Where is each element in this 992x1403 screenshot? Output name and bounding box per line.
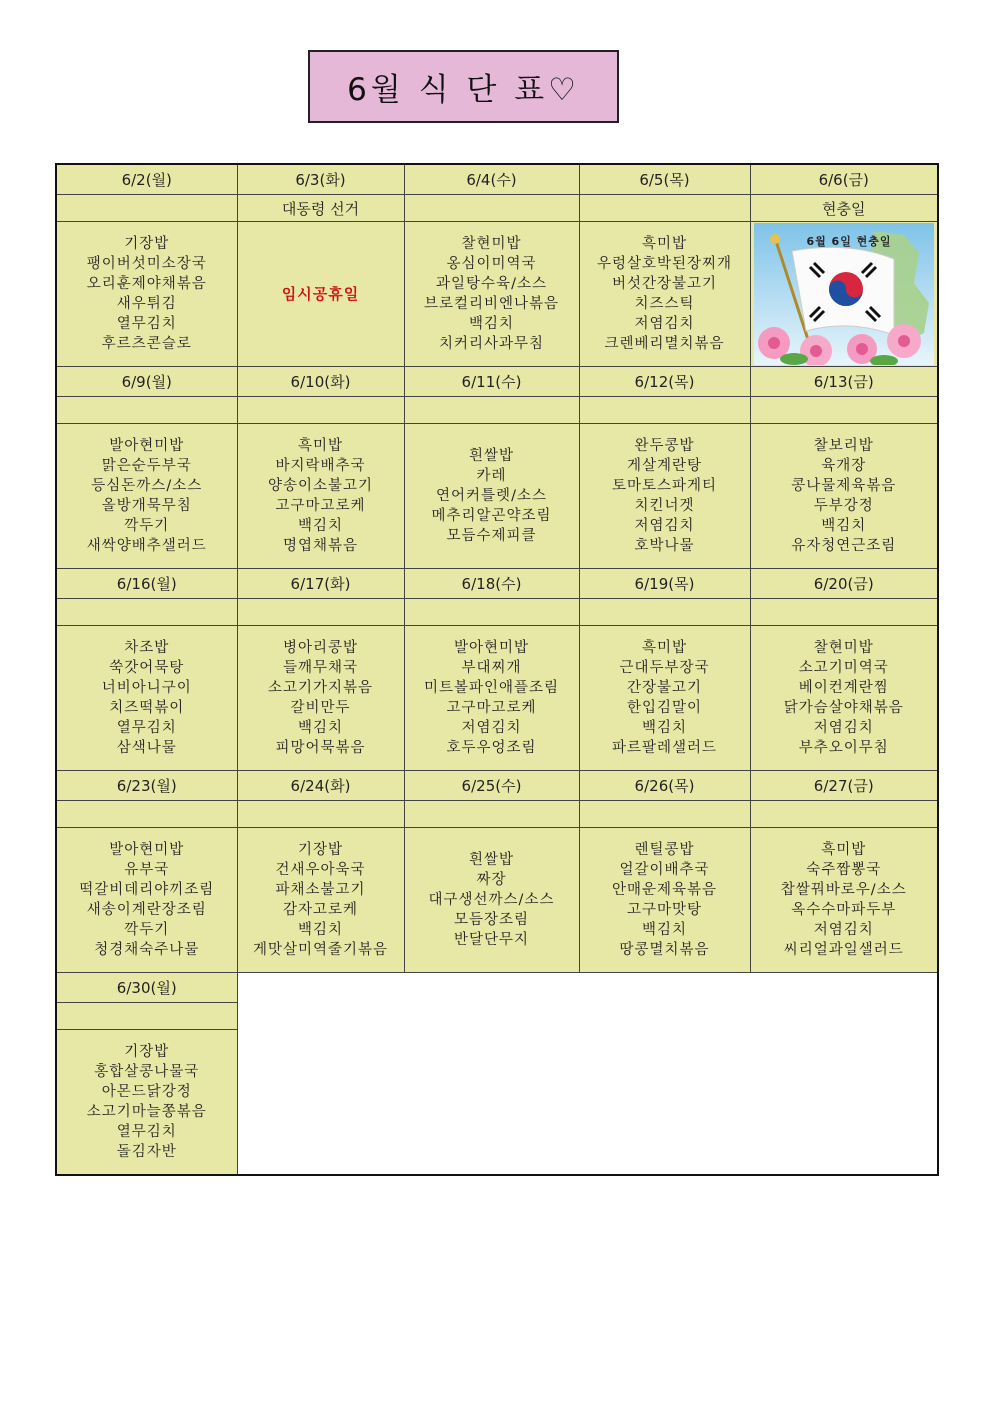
menu-item: 흑미밥	[641, 236, 688, 252]
menu-row	[56, 424, 938, 569]
menu-item: 육개장	[821, 458, 867, 474]
menu-item: 모듬장조림	[453, 912, 530, 928]
day-menu	[579, 222, 750, 367]
menu-item: 베이컨계란찜	[798, 680, 889, 696]
day-date: 6/16(월)	[56, 569, 237, 599]
day-date: 6/9(월)	[56, 367, 237, 397]
menu-item: 열무김치	[116, 316, 177, 332]
menu-item: 흑미밥	[641, 640, 688, 656]
day-date: 6/30(월)	[56, 973, 237, 1003]
menu-item: 옥수수마파두부	[791, 902, 897, 918]
day-date: 6/18(수)	[404, 569, 579, 599]
day-note	[750, 397, 938, 424]
day-note	[404, 801, 579, 828]
menu-item: 오리훈제야채볶음	[86, 276, 207, 292]
menu-item: 흑미밥	[297, 438, 344, 454]
note-row	[56, 195, 938, 222]
menu-item: 돌김자반	[116, 1144, 177, 1160]
menu-item: 얼갈이배추국	[619, 862, 710, 878]
menu-item: 옹심이미역국	[446, 256, 537, 272]
menu-item: 모듬수제피클	[446, 528, 537, 544]
day-note	[579, 195, 750, 222]
menu-item: 소고기마늘쫑볶음	[86, 1104, 207, 1120]
menu-item: 발아현미밥	[109, 842, 185, 858]
menu-item: 완두콩밥	[634, 438, 695, 454]
menu-item: 발아현미밥	[453, 640, 530, 656]
menu-item: 발아현미밥	[109, 438, 185, 454]
day-menu	[404, 222, 579, 367]
menu-item: 찰현미밥	[813, 640, 874, 656]
menu-item: 백김치	[297, 922, 344, 938]
menu-item: 너비아니구이	[101, 680, 192, 696]
note-row	[56, 599, 938, 626]
menu-item: 미트볼파인애플조림	[423, 680, 560, 696]
day-note	[56, 195, 237, 222]
menu-item: 들깨무채국	[282, 660, 359, 676]
day-menu	[56, 1030, 237, 1176]
day-note	[750, 599, 938, 626]
menu-item: 유자청연근조림	[791, 538, 897, 554]
menu-item: 새우튀김	[116, 296, 177, 312]
menu-item: 새싹양배추샐러드	[86, 538, 207, 554]
day-note	[237, 599, 404, 626]
day-menu	[237, 828, 404, 973]
day-date: 6/6(금)	[750, 164, 938, 195]
menu-item: 부추오이무침	[798, 740, 889, 756]
menu-item: 호박나물	[634, 538, 695, 554]
menu-item: 병아리콩밥	[282, 640, 359, 656]
menu-item: 대구생선까스/소스	[428, 892, 555, 908]
menu-item: 찹쌀꿔바로우/소스	[780, 882, 907, 898]
menu-item: 흰쌀밥	[468, 448, 515, 464]
menu-item: 홍합살콩나물국	[94, 1064, 200, 1080]
menu-item: 백김치	[297, 720, 344, 736]
menu-item: 기장밥	[124, 236, 170, 252]
menu-item: 고구마고로케	[275, 498, 366, 514]
day-note	[237, 801, 404, 828]
menu-item: 브로컬리비엔나볶음	[423, 296, 560, 312]
menu-item: 부대찌개	[461, 660, 522, 676]
menu-item: 떡갈비데리야끼조림	[79, 882, 215, 898]
note-row	[56, 397, 938, 424]
menu-row	[56, 828, 938, 973]
day-date: 6/25(수)	[404, 771, 579, 801]
menu-item: 파채소불고기	[275, 882, 366, 898]
day-menu	[579, 424, 750, 569]
day-date: 6/2(월)	[56, 164, 237, 195]
menu-item: 기장밥	[124, 1044, 170, 1060]
menu-item: 아몬드닭강정	[101, 1084, 192, 1100]
menu-item: 열무김치	[116, 720, 177, 736]
menu-item: 우렁살호박된장찌개	[596, 256, 733, 272]
day-note	[56, 1003, 237, 1030]
day-note: 대동령 선거	[237, 195, 404, 222]
menu-item: 백김치	[821, 518, 867, 534]
menu-item: 백김치	[297, 518, 344, 534]
day-menu	[56, 828, 237, 973]
day-note	[56, 801, 237, 828]
day-date: 6/10(화)	[237, 367, 404, 397]
day-note	[237, 397, 404, 424]
menu-row	[56, 222, 938, 367]
menu-item: 짜장	[476, 872, 507, 888]
holiday-label: 임시공휴일	[281, 284, 360, 303]
menu-item: 반달단무지	[453, 932, 530, 948]
day-date: 6/17(화)	[237, 569, 404, 599]
menu-item: 백김치	[641, 720, 688, 736]
menu-item: 후르츠콘슬로	[101, 336, 192, 352]
menu-item: 저염김치	[634, 316, 695, 332]
menu-item: 저염김치	[813, 720, 874, 736]
day-menu	[56, 424, 237, 569]
day-menu	[750, 222, 938, 367]
menu-item: 감자고로케	[282, 902, 359, 918]
menu-item: 근대두부장국	[619, 660, 710, 676]
menu-item: 기장밥	[297, 842, 344, 858]
menu-item: 토마토스파게티	[611, 478, 718, 494]
day-note	[579, 397, 750, 424]
menu-item: 치즈스틱	[634, 296, 695, 312]
day-date: 6/3(화)	[237, 164, 404, 195]
menu-item: 과일탕수육/소스	[436, 276, 547, 292]
menu-item: 치킨너겟	[634, 498, 695, 514]
menu-item: 명엽채볶음	[282, 538, 359, 554]
menu-item: 콩나물제육볶음	[791, 478, 897, 494]
page-title: 6월 식 단 표♡	[308, 50, 619, 123]
menu-item: 치즈떡볶이	[109, 700, 185, 716]
menu-item: 찰현미밥	[461, 236, 522, 252]
day-note	[750, 801, 938, 828]
menu-item: 연어커틀렛/소스	[436, 488, 547, 504]
date-row	[56, 367, 938, 397]
day-date: 6/24(화)	[237, 771, 404, 801]
menu-item: 고구마고로케	[446, 700, 537, 716]
day-note	[404, 599, 579, 626]
day-menu	[750, 626, 938, 771]
day-date: 6/5(목)	[579, 164, 750, 195]
menu-item: 흑미밥	[821, 842, 867, 858]
day-menu	[404, 828, 579, 973]
menu-item: 올방개묵무침	[101, 498, 192, 514]
menu-item: 씨리얼과일샐러드	[783, 942, 904, 958]
meal-calendar	[55, 163, 939, 1176]
menu-item: 유부국	[124, 862, 170, 878]
menu-item: 건새우아욱국	[275, 862, 366, 878]
menu-item: 피망어묵볶음	[275, 740, 366, 756]
menu-item: 숙주짬뽕국	[806, 862, 882, 878]
day-date: 6/23(월)	[56, 771, 237, 801]
menu-item: 메추리알곤약조림	[431, 508, 552, 524]
menu-item: 땅콩멸치볶음	[619, 942, 710, 958]
menu-item: 흰쌀밥	[468, 852, 515, 868]
menu-item: 깍두기	[124, 518, 170, 534]
day-note	[579, 801, 750, 828]
menu-item: 렌틸콩밥	[634, 842, 695, 858]
day-menu	[750, 828, 938, 973]
menu-item: 한입김말이	[626, 700, 703, 716]
menu-item: 등심돈까스/소스	[91, 478, 203, 494]
date-row	[56, 771, 938, 801]
day-date: 6/13(금)	[750, 367, 938, 397]
day-menu	[237, 222, 404, 367]
menu-item: 깍두기	[124, 922, 170, 938]
day-menu	[404, 424, 579, 569]
day-date: 6/19(목)	[579, 569, 750, 599]
menu-item: 두부강정	[813, 498, 874, 514]
menu-item: 파르팔레샐러드	[611, 740, 718, 756]
menu-item: 바지락배추국	[275, 458, 366, 474]
day-date: 6/11(수)	[404, 367, 579, 397]
menu-item: 열무김치	[116, 1124, 177, 1140]
menu-item: 차조밥	[124, 640, 170, 656]
menu-row	[56, 626, 938, 771]
menu-item: 카레	[476, 468, 507, 484]
day-menu	[56, 222, 237, 367]
menu-item: 소고기가지볶음	[267, 680, 374, 696]
day-menu	[579, 828, 750, 973]
day-date: 6/4(수)	[404, 164, 579, 195]
date-row	[56, 973, 938, 1003]
day-menu	[579, 626, 750, 771]
menu-item: 닭가슴살야채볶음	[783, 700, 904, 716]
menu-item: 청경채숙주나물	[94, 942, 200, 958]
date-row	[56, 569, 938, 599]
image-caption: 6월 6일 현충일	[806, 235, 892, 248]
day-menu	[404, 626, 579, 771]
day-date: 6/20(금)	[750, 569, 938, 599]
day-date: 6/27(금)	[750, 771, 938, 801]
day-note	[404, 195, 579, 222]
menu-item: 치커리사과무침	[438, 336, 545, 352]
menu-item: 소고기미역국	[798, 660, 889, 676]
menu-item: 안매운제육볶음	[611, 882, 718, 898]
menu-item: 저염김치	[634, 518, 695, 534]
day-note	[56, 599, 237, 626]
day-menu	[237, 626, 404, 771]
menu-item: 새송이계란장조림	[86, 902, 207, 918]
menu-item: 팽이버섯미소장국	[86, 256, 207, 272]
menu-item: 호두우엉조림	[446, 740, 537, 756]
menu-item: 저염김치	[813, 922, 874, 938]
menu-item: 쑥갓어묵탕	[109, 660, 185, 676]
empty-area	[237, 973, 938, 1176]
date-row	[56, 164, 938, 195]
day-menu	[750, 424, 938, 569]
menu-item: 고구마맛탕	[626, 902, 703, 918]
menu-item: 양송이소불고기	[267, 478, 374, 494]
day-note	[56, 397, 237, 424]
menu-item: 찰보리밥	[813, 438, 874, 454]
menu-item: 삼색나물	[116, 740, 177, 756]
day-note	[579, 599, 750, 626]
menu-item: 게살계란탕	[626, 458, 703, 474]
menu-item: 맑은순두부국	[101, 458, 192, 474]
note-row	[56, 801, 938, 828]
menu-item: 저염김치	[461, 720, 522, 736]
day-menu	[237, 424, 404, 569]
day-date: 6/26(목)	[579, 771, 750, 801]
memorial-day-illustration	[754, 223, 934, 365]
day-date: 6/12(목)	[579, 367, 750, 397]
menu-item: 백김치	[641, 922, 688, 938]
day-note: 현충일	[750, 195, 938, 222]
menu-item: 간장불고기	[626, 680, 703, 696]
menu-item: 게맛살미역줄기볶음	[252, 942, 389, 958]
menu-item: 크렌베리멸치볶음	[604, 336, 725, 352]
day-menu	[56, 626, 237, 771]
menu-item: 갈비만두	[290, 700, 351, 716]
menu-item: 백김치	[468, 316, 515, 332]
day-note	[404, 397, 579, 424]
menu-item: 버섯간장불고기	[611, 276, 718, 292]
